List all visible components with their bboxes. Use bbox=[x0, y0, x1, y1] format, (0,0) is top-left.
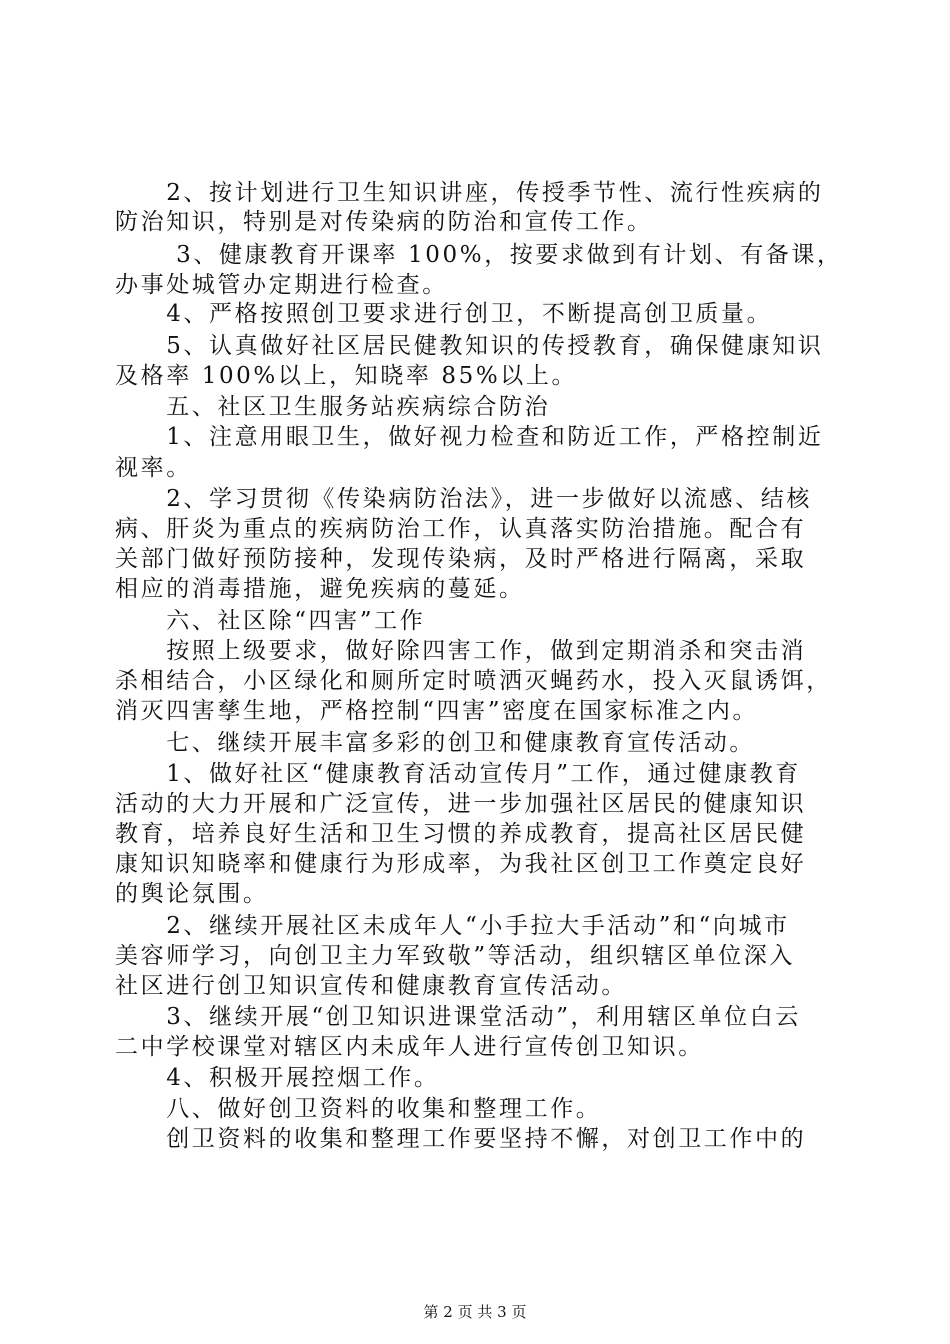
text-line: 活动的大力开展和广泛宣传，进一步加强社区居民的健康知识 bbox=[115, 791, 807, 817]
text-line: 创卫资料的收集和整理工作要坚持不懈，对创卫工作中的 bbox=[115, 1126, 807, 1152]
text-line: 4、积极开展控烟工作。 bbox=[115, 1065, 440, 1091]
section-heading: 七、继续开展丰富多彩的创卫和健康教育宣传活动。 bbox=[115, 730, 755, 756]
text-line: 消灭四害孳生地，严格控制“四害”密度在国家标准之内。 bbox=[115, 698, 759, 724]
page-number-footer: 第 2 页 共 3 页 bbox=[423, 1303, 527, 1321]
section-heading: 八、做好创卫资料的收集和整理工作。 bbox=[115, 1096, 602, 1122]
text-line: 5、认真做好社区居民健教知识的传授教育，确保健康知识 bbox=[115, 333, 824, 359]
text-line: 按照上级要求，做好除四害工作，做到定期消杀和突击消 bbox=[115, 638, 807, 664]
text-line: 1、注意用眼卫生，做好视力检查和防近工作，严格控制近 bbox=[115, 424, 824, 450]
text-line: 杀相结合，小区绿化和厕所定时喷洒灭蝇药水，投入灭鼠诱饵， bbox=[115, 668, 832, 694]
section-heading: 五、社区卫生服务站疾病综合防治 bbox=[115, 394, 551, 420]
text-line: 4、严格按照创卫要求进行创卫，不断提高创卫质量。 bbox=[115, 301, 773, 327]
text-line: 教育，培养良好生活和卫生习惯的养成教育，提高社区居民健 bbox=[115, 821, 807, 847]
text-line: 关部门做好预防接种，发现传染病，及时严格进行隔离，采取 bbox=[115, 546, 807, 572]
text-line: 及格率 100%以上，知晓率 85%以上。 bbox=[115, 363, 578, 389]
text-line: 视率。 bbox=[115, 455, 192, 481]
section-heading: 六、社区除“四害”工作 bbox=[115, 608, 426, 634]
text-line: 2、继续开展社区未成年人“小手拉大手活动”和“向城市 bbox=[115, 913, 790, 939]
text-line: 康知识知晓率和健康行为形成率，为我社区创卫工作奠定良好 bbox=[115, 851, 807, 877]
text-line: 2、按计划进行卫生知识讲座，传授季节性、流行性疾病的 bbox=[115, 180, 824, 206]
text-line: 美容师学习，向创卫主力军致敬”等活动，组织辖区单位深入 bbox=[115, 943, 795, 969]
text-line: 2、学习贯彻《传染病防治法》，进一步做好以流感、结核 bbox=[115, 486, 812, 512]
text-line: 办事处城管办定期进行检查。 bbox=[115, 272, 448, 298]
text-line: 3、健康教育开课率 100%，按要求做到有计划、有备课， bbox=[115, 242, 843, 268]
text-line: 二中学校课堂对辖区内未成年人进行宣传创卫知识。 bbox=[115, 1034, 704, 1060]
text-line: 病、肝炎为重点的疾病防治工作，认真落实防治措施。配合有 bbox=[115, 516, 807, 542]
text-line: 相应的消毒措施，避免疾病的蔓延。 bbox=[115, 576, 525, 602]
text-line: 防治知识，特别是对传染病的防治和宣传工作。 bbox=[115, 209, 653, 235]
text-line: 1、做好社区“健康教育活动宣传月”工作，通过健康教育 bbox=[115, 761, 801, 787]
text-line: 3、继续开展“创卫知识进课堂活动”，利用辖区单位白云 bbox=[115, 1004, 801, 1030]
text-line: 的舆论氛围。 bbox=[115, 881, 269, 907]
text-line: 社区进行创卫知识宣传和健康教育宣传活动。 bbox=[115, 973, 627, 999]
